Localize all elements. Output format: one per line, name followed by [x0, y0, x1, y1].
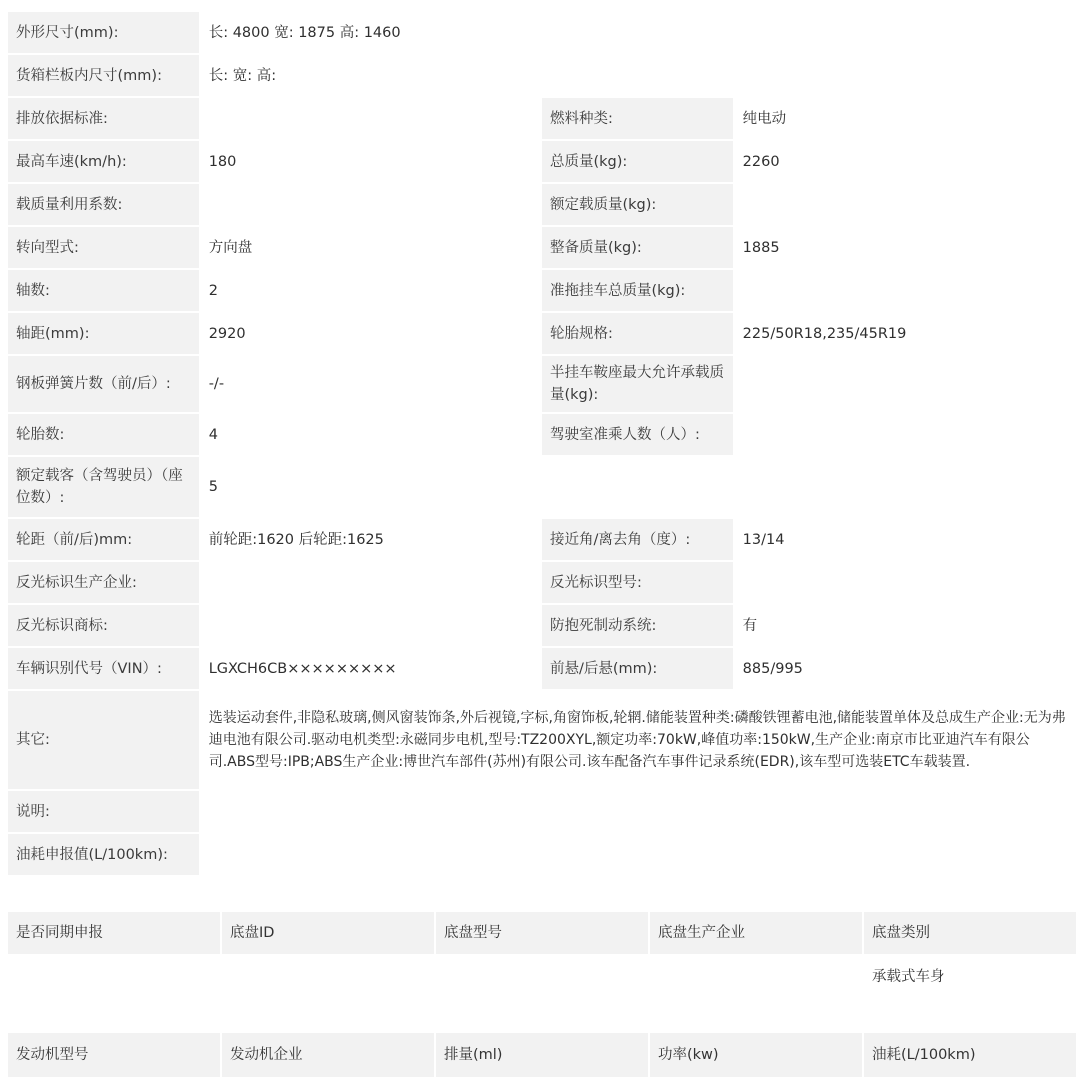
curb-mass-value: 1885 — [735, 227, 1076, 268]
axles-label: 轴数: — [8, 270, 199, 311]
outer-size-label: 外形尺寸(mm): — [8, 12, 199, 53]
spec-row-note — [8, 791, 1076, 832]
wheelbase-value: 2920 — [201, 313, 540, 354]
spec-row-emission — [8, 98, 1076, 139]
steering-value: 方向盘 — [201, 227, 540, 268]
spec-row-axles — [8, 270, 1076, 311]
spec-row-steering — [8, 227, 1076, 268]
note-value — [201, 791, 1076, 832]
chassis-table — [6, 910, 1078, 1000]
axles-value: 2 — [201, 270, 540, 311]
engine-table — [6, 1031, 1078, 1079]
spec-row-vin — [8, 648, 1076, 689]
cargo-size-value: 长: 宽: 高: — [201, 55, 1076, 96]
leaf-spring-value: -/- — [201, 356, 540, 412]
abs-value: 有 — [735, 605, 1076, 646]
trailer-mass-value — [735, 270, 1076, 311]
vin-value: LGXCH6CB××××××××× — [201, 648, 540, 689]
note-label: 说明: — [8, 791, 199, 832]
chassis-header-maker: 底盘生产企业 — [650, 912, 862, 954]
load-coef-value — [201, 184, 540, 225]
chassis-cell-sync — [8, 956, 220, 998]
spec-row-reflect-brand — [8, 605, 1076, 646]
total-mass-value: 2260 — [735, 141, 1076, 182]
engine-header-model: 发动机型号 — [8, 1033, 220, 1077]
vehicle-spec-table — [6, 10, 1078, 877]
spec-row-wheelbase — [8, 313, 1076, 354]
emission-label: 排放依据标准: — [8, 98, 199, 139]
max-speed-label: 最高车速(km/h): — [8, 141, 199, 182]
load-coef-label: 载质量利用系数: — [8, 184, 199, 225]
chassis-header-row — [8, 912, 1076, 954]
tires-label: 轮胎数: — [8, 414, 199, 455]
overhang-label: 前悬/后悬(mm): — [542, 648, 733, 689]
leaf-spring-label: 钢板弹簧片数（前/后）: — [8, 356, 199, 412]
seats-label: 额定载客（含驾驶员）（座位数）: — [8, 457, 199, 517]
outer-size-value: 长: 4800 宽: 1875 高: 1460 — [201, 12, 1076, 53]
other-value: 选装运动套件,非隐私玻璃,侧风窗装饰条,外后视镜,字标,角窗饰板,轮辋.储能装置种类:磷酸铁锂蓄电池,储能装置单体及总成生产企业:无为弗迪电池有限公司.驱动电机类型:永磁同步电机,型号:TZ200XYL,额定功率:70kW,峰值功率:150kW,生产企业:南京市比亚迪汽车有限公司.ABS型号:IPB;ABS生产企业:博世汽车部件(苏州)有限公司.该车配备汽车事件记录系统(EDR),该车型可选装ETC车载装置. — [201, 691, 1076, 789]
curb-mass-label: 整备质量(kg): — [542, 227, 733, 268]
track-value: 前轮距:1620 后轮距:1625 — [201, 519, 540, 560]
engine-header-fuel-use: 油耗(L/100km) — [864, 1033, 1076, 1077]
trailer-mass-label: 准拖挂车总质量(kg): — [542, 270, 733, 311]
chassis-cell-maker — [650, 956, 862, 998]
reflect-brand-label: 反光标识商标: — [8, 605, 199, 646]
fuel-label: 燃料种类: — [542, 98, 733, 139]
reflect-model-value — [735, 562, 1076, 603]
max-speed-value: 180 — [201, 141, 540, 182]
other-label: 其它: — [8, 691, 199, 789]
chassis-cell-model — [436, 956, 648, 998]
cab-passengers-value — [735, 414, 1076, 455]
reflect-brand-value — [201, 605, 540, 646]
total-mass-label: 总质量(kg): — [542, 141, 733, 182]
chassis-header-model: 底盘型号 — [436, 912, 648, 954]
saddle-value — [735, 356, 1076, 412]
reflect-model-label: 反光标识型号: — [542, 562, 733, 603]
reflect-maker-label: 反光标识生产企业: — [8, 562, 199, 603]
fuel-use-label: 油耗申报值(L/100km): — [8, 834, 199, 875]
tire-spec-label: 轮胎规格: — [542, 313, 733, 354]
reflect-maker-value — [201, 562, 540, 603]
spec-row-cargo-size — [8, 55, 1076, 96]
spec-row-outer-size — [8, 12, 1076, 53]
chassis-cell-type: 承载式车身 — [864, 956, 1076, 998]
rated-load-value — [735, 184, 1076, 225]
spec-row-fuel-use — [8, 834, 1076, 875]
spec-row-seats — [8, 457, 1076, 517]
fuel-use-value — [201, 834, 1076, 875]
engine-header-row — [8, 1033, 1076, 1077]
spec-row-speed — [8, 141, 1076, 182]
chassis-header-id: 底盘ID — [222, 912, 434, 954]
chassis-data-row — [8, 956, 1076, 998]
tires-value: 4 — [201, 414, 540, 455]
spec-row-other — [8, 691, 1076, 789]
vin-label: 车辆识别代号（VIN）: — [8, 648, 199, 689]
abs-label: 防抱死制动系统: — [542, 605, 733, 646]
seats-value: 5 — [201, 457, 1076, 517]
rated-load-label: 额定载质量(kg): — [542, 184, 733, 225]
angle-value: 13/14 — [735, 519, 1076, 560]
cab-passengers-label: 驾驶室准乘人数（人）: — [542, 414, 733, 455]
fuel-value: 纯电动 — [735, 98, 1076, 139]
engine-header-displacement: 排量(ml) — [436, 1033, 648, 1077]
emission-value — [201, 98, 540, 139]
spec-row-reflect-maker — [8, 562, 1076, 603]
spec-row-track — [8, 519, 1076, 560]
chassis-header-type: 底盘类别 — [864, 912, 1076, 954]
overhang-value: 885/995 — [735, 648, 1076, 689]
spec-row-tires — [8, 414, 1076, 455]
spec-row-leaf-spring — [8, 356, 1076, 412]
engine-header-maker: 发动机企业 — [222, 1033, 434, 1077]
chassis-header-sync: 是否同期申报 — [8, 912, 220, 954]
cargo-size-label: 货箱栏板内尺寸(mm): — [8, 55, 199, 96]
engine-header-power: 功率(kw) — [650, 1033, 862, 1077]
spec-row-load — [8, 184, 1076, 225]
chassis-cell-id — [222, 956, 434, 998]
saddle-label: 半挂车鞍座最大允许承载质量(kg): — [542, 356, 733, 412]
track-label: 轮距（前/后)mm: — [8, 519, 199, 560]
tire-spec-value: 225/50R18,235/45R19 — [735, 313, 1076, 354]
steering-label: 转向型式: — [8, 227, 199, 268]
angle-label: 接近角/离去角（度）: — [542, 519, 733, 560]
wheelbase-label: 轴距(mm): — [8, 313, 199, 354]
